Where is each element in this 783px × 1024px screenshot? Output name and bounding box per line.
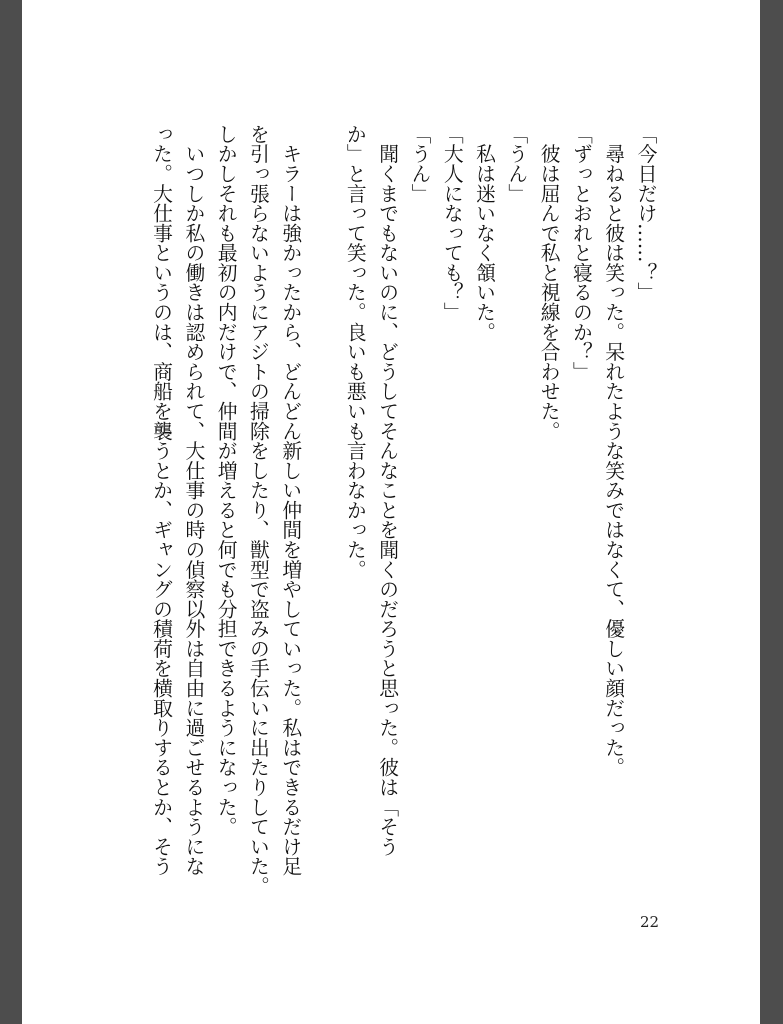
text-column: 彼は屈んで私と視線を合わせた。 <box>537 124 561 441</box>
text-column: った。大仕事というのは、商船を襲うとか、ギャングの積荷を横取りするとか、そう <box>149 124 173 877</box>
text-column: いつしか私の働きは認められて、大仕事の時の偵察以外は自由に過ごせるようにな <box>181 124 205 877</box>
blank-line <box>306 124 338 884</box>
text-column: 「ずっとおれと寝るのか？」 <box>569 124 593 382</box>
text-column: しかしそれも最初の内だけで、仲間が増えると何でも分担できるようになった。 <box>214 124 238 837</box>
right-side-bar <box>760 0 783 1024</box>
text-column: 尋ねると彼は笑った。呆れたような笑みではなくて、優しい顔だった。 <box>601 124 625 778</box>
page-number: 22 <box>640 913 660 931</box>
book-page[interactable] <box>22 0 760 1024</box>
text-column: キラーは強かったから、どんどん新しい仲間を増やしていった。私はできるだけ足 <box>278 124 302 877</box>
left-side-bar <box>0 0 22 1024</box>
text-column: 「今日だけ……？」 <box>634 124 657 303</box>
text-column: 聞くまでもないのに、どうしてそんなことを聞くのだろうと思った。彼は「そう <box>375 124 399 857</box>
text-column: か」と言って笑った。良いも悪いも言わなかった。 <box>343 124 367 580</box>
text-column: 私は迷いなく頷いた。 <box>472 124 496 342</box>
text-column: 「大人になっても？」 <box>440 124 464 322</box>
text-column: を引っ張らないようにアジトの掃除をしたり、獣型で盗みの手伝いに出たりしていた。 <box>246 124 270 896</box>
text-column: 「うん」 <box>407 124 431 204</box>
vertical-text-block <box>144 124 661 896</box>
text-column: 「うん」 <box>504 124 528 204</box>
